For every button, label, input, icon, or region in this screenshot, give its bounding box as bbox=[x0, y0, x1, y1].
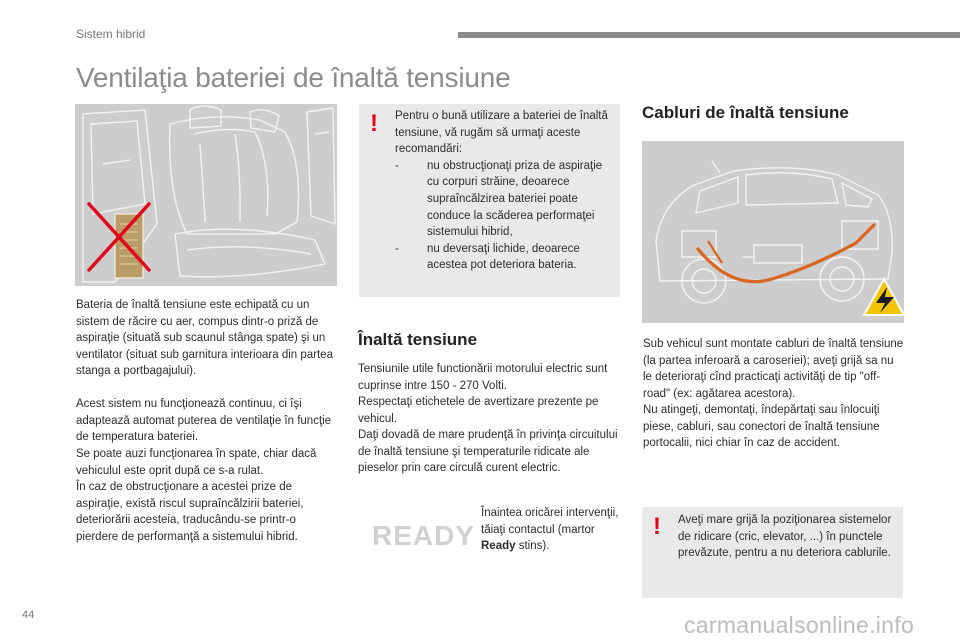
ready-note-end: stins). bbox=[515, 540, 550, 553]
exclamation-icon: ! bbox=[370, 110, 378, 137]
high-voltage-heading: Înaltă tensiune bbox=[358, 330, 478, 349]
ready-note-text: Înaintea oricărei intervenţii, tăiaţi contactul (martor bbox=[481, 507, 619, 536]
ready-note bbox=[481, 505, 627, 555]
seat-drawing bbox=[75, 104, 337, 286]
ready-note-emphasis: Ready bbox=[481, 540, 516, 553]
warning-item-text: nu obstrucţionaţi priza de aspiraţie cu corpuri străine, deoarece supraîncălzirea bateriei poate conduce la scăderea performaţei sistemului hibrid, bbox=[427, 159, 603, 239]
cables-safety-paragraph: Nu atingeţi, demontaţi, îndepărtaţi sau înlocuiţi piese, cabluri, sau conectori de înaltă tensiune portocalii, nici chiar în caz de accident. bbox=[643, 404, 880, 450]
warning-item-text: nu deversaţi lichide, deoarece acestea pot deteriora bateria. bbox=[427, 242, 580, 272]
warning-list bbox=[395, 158, 613, 274]
warning-item bbox=[395, 158, 613, 241]
exclamation-icon: ! bbox=[653, 513, 661, 540]
list-dash: - bbox=[395, 242, 399, 255]
page-number: 44 bbox=[22, 609, 35, 621]
watermark: carmanualsonline.info bbox=[684, 612, 915, 638]
risk-paragraph: În caz de obstrucţionare a acestei prize de aspiraţie, există riscul supraîncălzirii bateriei, deteriorării acesteia, traducându-se printr-o pierdere de performanţă a sistemului hibrid. bbox=[76, 481, 304, 543]
warning-item bbox=[395, 241, 613, 274]
lifting-warning-text: Aveţi mare grijă la poziţionarea sistemelor de ridicare (cric, elevator, ...) în punctele prevăzute, pentru a nu deteriora cablurile. bbox=[678, 514, 892, 560]
intro-paragraph: Bateria de înaltă tensiune este echipată cu un sistem de răcire cu aer, compus dintr-o priză de aspiraţie (situată sub scaunul stânga spate) şi un ventilator (situat sub garnitura interioara din partea stanga a portbagajului). bbox=[76, 299, 333, 378]
ready-indicator-logo: READY bbox=[372, 520, 476, 551]
lifting-warning-box bbox=[642, 507, 903, 598]
cables-heading: Cabluri de înaltă tensiune bbox=[642, 103, 849, 122]
cables-location-paragraph: Sub vehicul sunt montate cabluri de înaltă tensiune (la partea inferoară a caroseriei); aveţi grijă sa nu le deterioraţi cînd practicaţi activităţi de tip "off-road" (ex: agătarea acestora). bbox=[643, 338, 904, 400]
seat-illustration bbox=[75, 104, 337, 286]
labels-paragraph: Respectaţi etichetele de avertizare prezente pe vehicul. bbox=[358, 396, 599, 425]
voltage-range-paragraph: Tensiunile utile functionării motorului electric sunt cuprinse intre 150 - 270 Volti. bbox=[358, 363, 608, 392]
noise-paragraph: Se poate auzi funcţionarea în spate, chiar dacă vehiculul este oprit după ce s-a rulat. bbox=[76, 448, 317, 477]
page-title: Ventilaţia bateriei de înaltă tensiune bbox=[76, 62, 511, 93]
car-cable-illustration bbox=[642, 141, 904, 323]
section-label: Sistem hibrid bbox=[76, 27, 146, 41]
behavior-paragraph: Acest sistem nu funcţionează continuu, ci îşi adaptează automat puterea de ventilaţie în funcţie de temperatura bateriei. bbox=[76, 398, 332, 444]
battery-warning-box bbox=[359, 104, 620, 297]
list-dash: - bbox=[395, 159, 399, 172]
warning-intro: Pentru o bună utilizare a bateriei de înaltă tensiune, vă rugăm să urmaţi aceste recomandări: bbox=[395, 110, 608, 156]
caution-paragraph: Daţi dovadă de mare prudenţă în privinţa circuitului de înaltă tensiune şi temperaturile ridicate ale pieselor prin care circulă curent electric. bbox=[358, 429, 618, 475]
warning-content bbox=[395, 108, 613, 274]
car-drawing bbox=[642, 141, 904, 323]
header-bar bbox=[458, 32, 960, 38]
